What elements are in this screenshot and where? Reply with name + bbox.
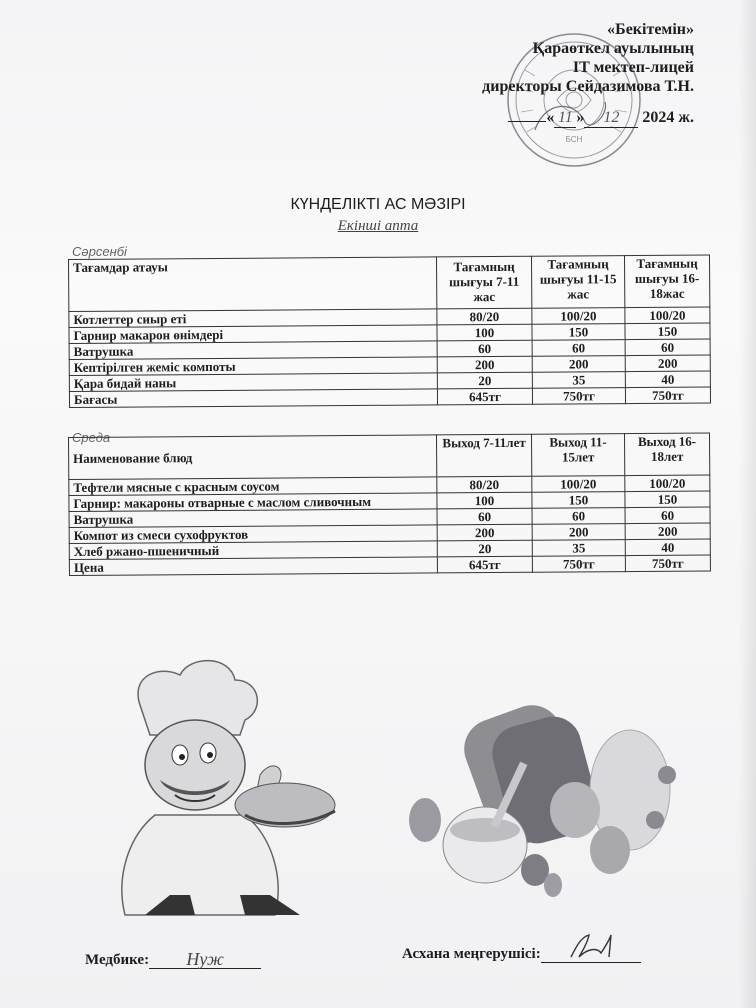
price-cell: 645тг bbox=[437, 388, 532, 405]
portion-cell: 200 bbox=[625, 523, 710, 540]
dish-name: Гарнир: макароны отварные с маслом сливочным bbox=[69, 493, 437, 512]
price-label: Бағасы bbox=[69, 389, 437, 408]
portion-cell: 200 bbox=[625, 355, 710, 372]
page-subtitle: Екінші апта bbox=[337, 218, 419, 234]
portion-cell: 80/20 bbox=[437, 476, 532, 493]
portion-cell: 20 bbox=[437, 372, 532, 389]
portion-cell: 40 bbox=[625, 371, 710, 388]
portion-cell: 200 bbox=[532, 356, 625, 373]
portion-cell: 200 bbox=[437, 356, 532, 373]
portion-cell: 100/20 bbox=[625, 475, 710, 492]
portion-cell: 60 bbox=[625, 507, 710, 524]
approval-line-1: «Бекітемін» bbox=[607, 21, 694, 38]
dish-name: Хлеб ржано-пшеничный bbox=[69, 541, 437, 560]
portion-cell: 80/20 bbox=[437, 308, 532, 325]
page-title: КҮНДЕЛІКТІ АС МӘЗІРІ bbox=[290, 196, 466, 213]
ru-header-age-7-11: Выход 7-11лет bbox=[436, 434, 531, 477]
nurse-signature: Нуж bbox=[149, 952, 261, 969]
ru-header-dish: Наименование блюд bbox=[69, 435, 437, 480]
portion-cell: 150 bbox=[532, 492, 625, 509]
dish-name: Котлеттер сиыр еті bbox=[69, 309, 437, 328]
canteen-head-signature bbox=[566, 932, 626, 962]
portion-cell: 200 bbox=[532, 524, 625, 541]
date-year: 2024 ж. bbox=[642, 109, 694, 126]
approval-date bbox=[482, 108, 694, 128]
price-cell: 645тг bbox=[437, 556, 532, 573]
stamp-text: БСН bbox=[565, 135, 583, 144]
kz-header-dish: Тағамдар атауы bbox=[69, 257, 437, 312]
canteen-head-label: Асхана меңгерушісі: bbox=[402, 946, 541, 962]
portion-cell: 100 bbox=[437, 492, 532, 509]
table-header-row bbox=[69, 255, 710, 311]
approval-block bbox=[482, 20, 694, 128]
price-cell: 750тг bbox=[532, 388, 625, 405]
approval-line-3: IT мектеп-лицей bbox=[572, 59, 694, 76]
portion-cell: 40 bbox=[625, 539, 710, 556]
approval-line-2: Қараөткел ауылының bbox=[532, 40, 694, 57]
price-cell: 750тг bbox=[625, 387, 710, 404]
ru-menu-table bbox=[68, 433, 711, 576]
date-close-quote: » bbox=[576, 109, 585, 126]
portion-cell: 60 bbox=[437, 340, 532, 357]
date-day: 11 bbox=[554, 108, 576, 128]
dish-name: Тефтели мясные с красным соусом bbox=[69, 477, 437, 496]
canteen-head-signature-block bbox=[402, 946, 641, 963]
portion-cell: 20 bbox=[437, 540, 532, 557]
date-open-quote: « bbox=[546, 109, 555, 126]
portion-cell: 60 bbox=[532, 508, 625, 525]
page-edge-shadow bbox=[738, 0, 756, 1008]
portion-cell: 100 bbox=[437, 324, 532, 341]
ru-header-age-11-15: Выход 11-15лет bbox=[531, 434, 624, 477]
portion-cell: 60 bbox=[625, 339, 710, 356]
chef-illustration bbox=[100, 655, 370, 925]
kz-menu-table bbox=[68, 255, 711, 408]
ru-day-label: Среда bbox=[72, 430, 111, 445]
portion-cell: 35 bbox=[532, 540, 625, 557]
food-illustration bbox=[405, 690, 690, 915]
date-month: 12 bbox=[584, 108, 638, 128]
portion-cell: 150 bbox=[532, 324, 625, 341]
table-header-row bbox=[69, 433, 710, 479]
portion-cell: 60 bbox=[437, 508, 532, 525]
portion-cell: 150 bbox=[625, 323, 710, 340]
portion-cell: 100/20 bbox=[532, 308, 625, 325]
portion-cell: 35 bbox=[532, 372, 625, 389]
dish-name: Ватрушка bbox=[69, 341, 437, 360]
price-cell: 750тг bbox=[625, 555, 710, 572]
dish-name: Компот из смеси сухофруктов bbox=[69, 525, 437, 544]
nurse-label: Медбике: bbox=[85, 952, 150, 968]
approval-line-4: директоры Сейдазимова Т.Н. bbox=[482, 78, 694, 95]
portion-cell: 60 bbox=[532, 340, 625, 357]
kz-header-age-11-15: Тағамның шығуы 11-15 жас bbox=[531, 256, 624, 309]
kz-header-age-16-18: Тағамның шығуы 16-18жас bbox=[624, 255, 709, 308]
nurse-signature-block bbox=[85, 949, 261, 969]
kz-header-age-7-11: Тағамның шығуы 7-11 жас bbox=[436, 256, 531, 309]
price-cell: 750тг bbox=[532, 556, 625, 573]
price-label: Цена bbox=[69, 557, 437, 576]
dish-name: Гарнир макарон өнімдері bbox=[69, 325, 437, 344]
portion-cell: 150 bbox=[625, 491, 710, 508]
dish-name: Қара бидай наны bbox=[69, 373, 437, 392]
dish-name: Ватрушка bbox=[69, 509, 437, 528]
ru-header-age-16-18: Выход 16-18лет bbox=[624, 433, 709, 476]
portion-cell: 200 bbox=[437, 524, 532, 541]
portion-cell: 100/20 bbox=[625, 307, 710, 324]
canteen-head-signature-line bbox=[541, 946, 641, 963]
kz-day-label: Сәрсенбі bbox=[72, 244, 127, 259]
dish-name: Кептірілген жеміс компоты bbox=[69, 357, 437, 376]
portion-cell: 100/20 bbox=[532, 476, 625, 493]
